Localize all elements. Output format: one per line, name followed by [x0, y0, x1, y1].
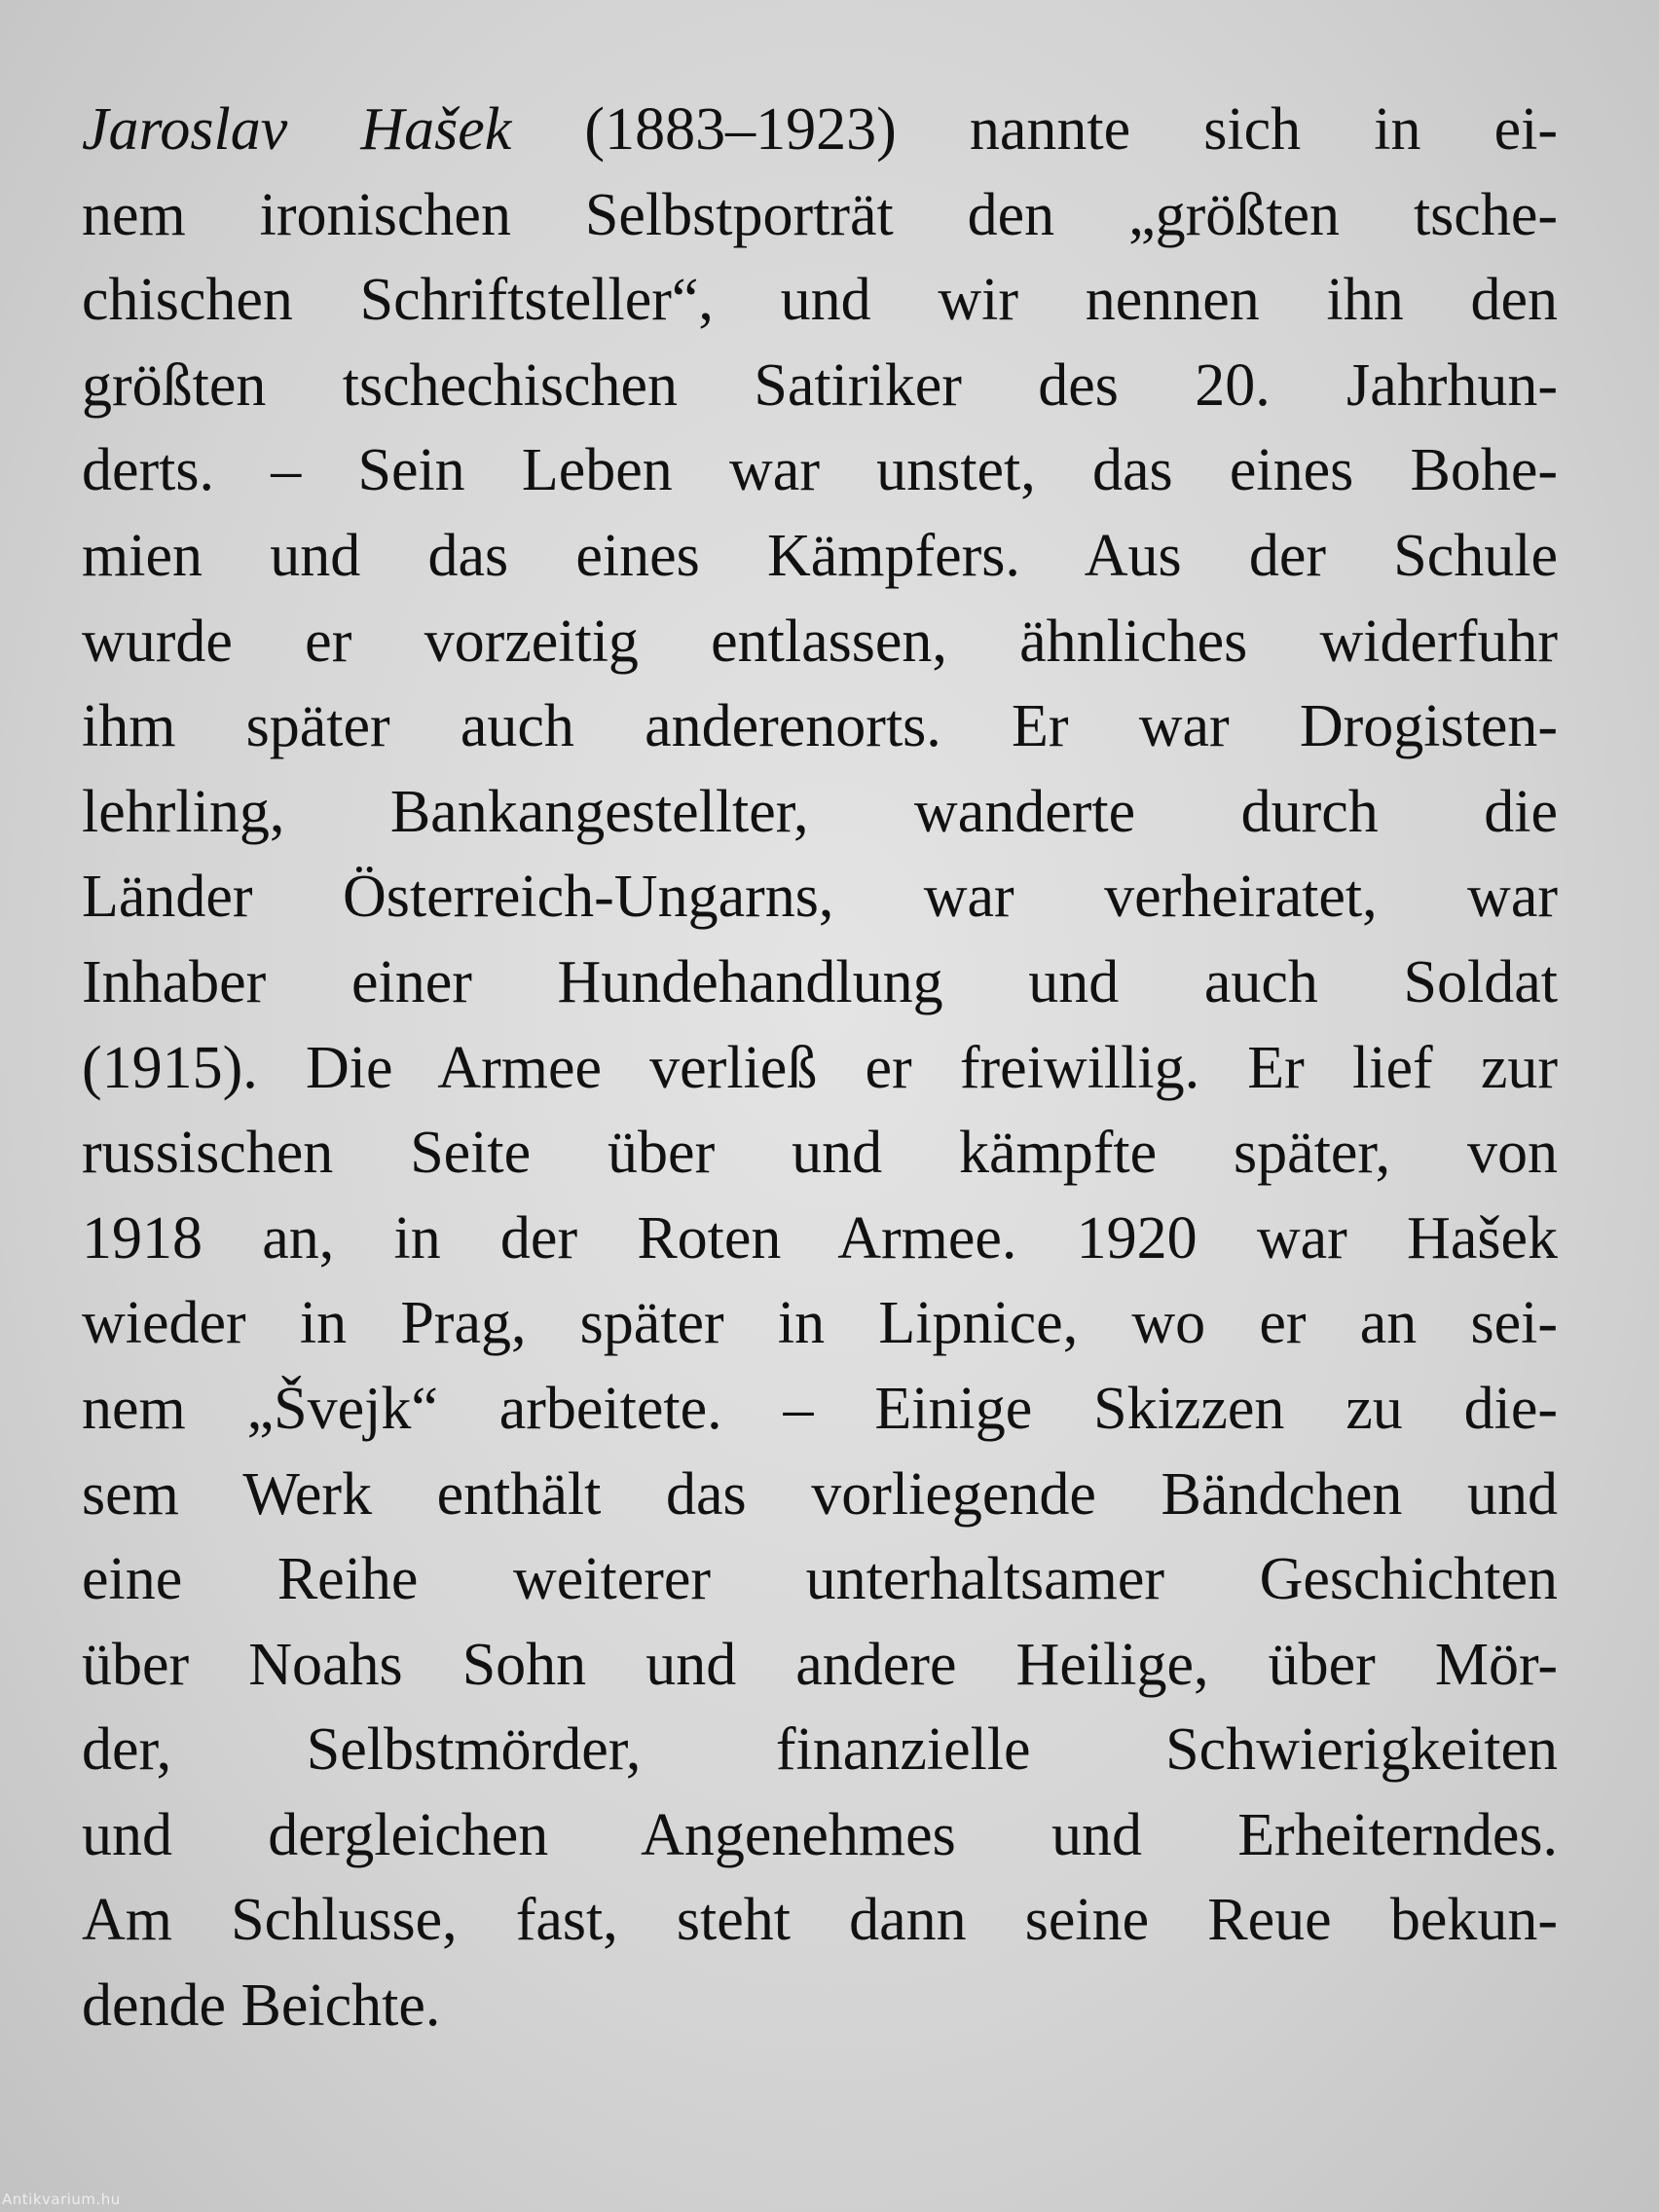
blurb-line: wieder in Prag, später in Lipnice, wo er an sei-: [82, 1290, 1558, 1357]
author-name: Jaroslav Hašek: [82, 96, 512, 163]
blurb-line: russischen Seite über und kämpfte später, von: [82, 1120, 1558, 1187]
blurb-line: wurde er vorzeitig entlassen, ähnliches widerfuhr: [82, 608, 1558, 675]
blurb-line: lehrling, Bankangestellter, wanderte durch die: [82, 778, 1558, 845]
blurb-line: größten tschechischen Satiriker des 20. Jahrhun-: [82, 351, 1558, 419]
blurb-line: nem „Švejk“ arbeitete. – Einige Skizzen zu die-: [82, 1375, 1558, 1442]
watermark-text: Antikvarium.hu: [2, 2191, 121, 2208]
blurb-line: [82, 88, 1558, 173]
blurb-line: nem ironischen Selbstporträt den „größten tsche-: [82, 181, 1558, 248]
blurb-line: über Noahs Sohn und andere Heilige, über Mör-: [82, 1631, 1558, 1698]
blurb-line: ihm später auch anderenorts. Er war Drogisten-: [82, 693, 1558, 760]
blurb-line: 1918 an, in der Roten Armee. 1920 war Hašek: [82, 1204, 1558, 1272]
blurb-line: eine Reihe weiterer unterhaltsamer Geschichten: [82, 1546, 1558, 1613]
blurb-line: (1915). Die Armee verließ er freiwillig. Er lief zur: [82, 1034, 1558, 1101]
blurb-paragraph: [82, 88, 1558, 2049]
blurb-line: Inhaber einer Hundehandlung und auch Soldat: [82, 948, 1558, 1015]
blurb-line: sem Werk enthält das vorliegende Bändchen und: [82, 1460, 1558, 1528]
blurb-line: derts. – Sein Leben war unstet, das eines Bohe-: [82, 437, 1558, 504]
blurb-line: und dergleichen Angenehmes und Erheiterndes.: [82, 1801, 1558, 1868]
blurb-line: Länder Österreich-Ungarns, war verheiratet, war: [82, 864, 1558, 931]
blurb-line: Am Schlusse, fast, steht dann seine Reue bekun-: [82, 1887, 1558, 1954]
blurb-line: dende Beichte.: [82, 1972, 441, 2040]
blurb-line: mien und das eines Kämpfers. Aus der Schule: [82, 522, 1558, 589]
blurb-line-text: (1883–1923) nannte sich in ei-: [511, 96, 1558, 163]
blurb-line: der, Selbstmörder, finanzielle Schwierigkeiten: [82, 1716, 1558, 1784]
blurb-line: chischen Schriftsteller“, und wir nennen ihn den: [82, 267, 1558, 334]
